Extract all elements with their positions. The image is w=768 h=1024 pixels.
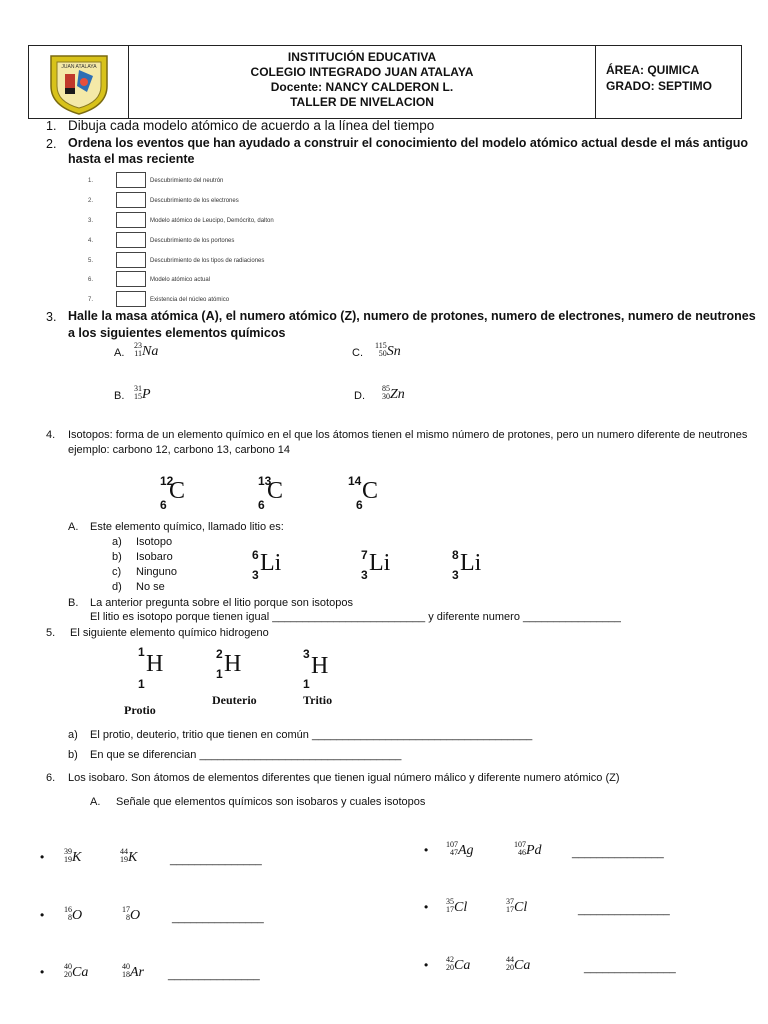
timeline-label: Descubrimiento de los portones [150,238,235,244]
q4-line2: ejemplo: carbono 12, carbono 13, carbono 14 [68,444,290,456]
timeline-answer-box[interactable] [116,172,146,188]
mass-number: 12 [160,474,174,488]
school-logo [29,46,129,118]
element-symbol: Cl [454,900,468,915]
timeline-number: 5. [88,258,94,264]
timeline-answer-box[interactable] [116,212,146,228]
answer-blank[interactable]: _______________ [172,912,264,924]
atomic-number: 1 [216,667,223,681]
timeline-number: 6. [88,277,94,283]
q3-line2: a los siguientes elementos químicos [68,326,286,340]
atomic-number: 6 [258,498,265,512]
q3-number: 3. [46,310,57,324]
bullet: • [40,908,45,922]
mass-number: 107 [446,840,458,849]
workshop-title: TALLER DE NIVELACION [290,95,434,109]
option-letter: c) [112,566,122,578]
timeline-answer-box[interactable] [116,252,146,268]
element-symbol: Li [460,550,482,576]
atomic-number: 47 [450,848,458,857]
answer-blank[interactable]: _______________ [168,969,260,981]
q1-text: Dibuja cada modelo atómico de acuerdo a la línea del tiempo [68,118,435,133]
element-symbol: P [142,387,151,402]
timeline-number: 2. [88,198,94,204]
school-name: COLEGIO INTEGRADO JUAN ATALAYA [250,65,474,79]
mass-number: 13 [258,474,272,488]
logo-text: JUAN ATALAYA [61,64,97,70]
timeline-answer-box[interactable] [116,291,146,307]
header-table [28,45,742,119]
q6-text: Los isobaro. Son átomos de elementos diferentes que tienen igual número málico y diferente numero atómico (Z) [68,772,620,784]
nuclide-zn [382,385,405,403]
element-symbol: Li [260,550,282,576]
bullet: • [424,958,429,972]
atomic-number: 46 [518,848,526,857]
q4-number: 4. [46,429,56,441]
answer-blank[interactable]: _______________ [584,962,676,974]
timeline-label: Descubrimiento de los electrones [150,198,239,204]
bullet: • [424,900,429,914]
element-symbol: C [267,478,284,504]
atomic-number: 19 [120,855,128,864]
mass-number: 3 [303,647,310,661]
grade-label: GRADO: SEPTIMO [606,79,713,93]
nuclide-sn [375,342,401,360]
atomic-number: 6 [356,498,363,512]
atomic-number: 15 [134,392,142,401]
element-symbol: Li [369,550,391,576]
bullet: • [40,850,45,864]
timeline-label: Descubrimiento de los tipos de radiaciones [150,258,265,264]
mass-number: 6 [252,548,259,562]
answer-blank[interactable]: _______________ [170,854,262,866]
atomic-number: 3 [361,568,368,582]
atomic-number: 11 [134,349,142,358]
answer-blank[interactable]: _______________ [578,904,670,916]
answer-blank[interactable]: _______________ [572,847,664,859]
mass-number: 8 [452,548,459,562]
q5b-letter: b) [68,749,78,761]
timeline-answer-box[interactable] [116,192,146,208]
atomic-number: 30 [382,392,390,401]
timeline-number: 1. [88,178,94,184]
mass-number: 42 [446,955,454,964]
q5a-text[interactable]: El protio, deuterio, tritio que tienen en común ____________________________________ [90,729,533,741]
element-symbol: Cl [514,900,528,915]
q4a-text: Este elemento químico, llamado litio es: [90,521,284,533]
element-symbol: Ca [514,958,531,973]
q6-number: 6. [46,772,56,784]
bullet: • [424,843,429,857]
atomic-number: 20 [64,970,72,979]
nuclide-p [134,385,151,403]
bullet: • [40,965,45,979]
q6a-text: Señale que elementos químicos son isobaros y cuales isotopos [116,796,426,808]
timeline-answer-box[interactable] [116,271,146,287]
timeline-label: Descubrimiento del neutrón [150,178,224,184]
atomic-number: 20 [446,963,454,972]
element-symbol: Ca [454,958,471,973]
q5b-text[interactable]: En que se diferencian _________________________________ [90,749,402,761]
option-letter: d) [112,581,122,593]
element-symbol: Sn [386,344,401,359]
q2-line2: hasta el mas reciente [68,152,195,166]
element-letter: C. [352,347,363,359]
mass-number: 107 [514,840,526,849]
element-symbol: Ag [458,843,474,858]
mass-number: 14 [348,474,362,488]
element-symbol: O [72,908,83,923]
element-letter: B. [114,390,125,402]
q4-line1: Isotopos: forma de un elemento químico en el que los átomos tienen el mismo número de protones, pero un numero diferente de neutrones [68,429,748,441]
atomic-number: 18 [122,970,130,979]
timeline-number: 4. [88,238,94,244]
nuclide-na [134,342,158,360]
atomic-number: 1 [138,677,145,691]
logo-cell [29,46,129,118]
q2-line1: Ordena los eventos que han ayudado a construir el conocimiento del modelo atómico actual desde el más antiguo [68,136,749,150]
q6a-letter: A. [90,796,101,808]
q4b-letter: B. [68,597,79,609]
timeline-label: Modelo atómico de Leucipo, Demócrito, dalton [150,218,274,224]
isotope-name: Deuterio [212,693,257,707]
mass-number: 44 [506,955,514,964]
element-symbol: O [130,908,141,923]
mass-number: 17 [122,905,130,914]
element-letter: A. [114,347,125,359]
mass-number: 37 [506,897,514,906]
mass-number: 2 [216,647,223,661]
element-symbol: C [169,478,186,504]
q4b-line2[interactable]: El litio es isotopo porque tienen igual _________________________ y diferente numero ________________ [90,611,621,623]
q5-number: 5. [46,627,56,639]
mass-number: 40 [64,962,72,971]
mass-number: 31 [134,384,142,393]
mass-number: 40 [122,962,130,971]
element-symbol: H [146,651,164,677]
option-letter: b) [112,551,122,563]
area-label: ÁREA: QUIMICA [606,63,700,77]
q5-text: El siguiente elemento químico hidrogeno [70,627,269,639]
timeline-label: Modelo atómico actual [150,277,211,283]
isotope-name: Protio [124,703,156,717]
atomic-number: 1 [303,677,310,691]
element-letter: D. [354,390,365,402]
isotope-name: Tritio [303,693,333,707]
element-symbol: Ca [72,965,89,980]
mass-number: 39 [64,847,72,856]
timeline-number: 7. [88,297,94,303]
timeline-label: Existencia del núcleo atómico [150,297,230,303]
mass-number: 16 [64,905,72,914]
q2-number: 2. [46,137,57,151]
option-text: Isobaro [136,551,173,563]
element-symbol: Pd [526,843,542,858]
timeline-number: 3. [88,218,94,224]
institution-title: INSTITUCIÓN EDUCATIVA [287,50,437,64]
mass-number: 23 [134,341,142,350]
timeline-answer-box[interactable] [116,232,146,248]
option-text: Isotopo [136,536,173,548]
q4a-letter: A. [68,521,79,533]
mass-number: 115 [375,341,387,350]
atomic-number: 6 [160,498,167,512]
mass-number: 44 [120,847,128,856]
mass-number: 1 [138,645,145,659]
element-symbol: K [72,850,82,865]
atomic-number: 17 [506,905,514,914]
atomic-number: 20 [506,963,514,972]
teacher-name: Docente: NANCY CALDERON L. [270,80,454,94]
element-symbol: H [311,653,329,679]
option-letter: a) [112,536,122,548]
q4b-line1: La anterior pregunta sobre el litio porque son isotopos [90,597,353,609]
mass-number: 35 [446,897,454,906]
option-text: No se [136,581,165,593]
header-info-cell [596,46,741,118]
atomic-number: 19 [64,855,72,864]
q3-line1: Halle la masa atómica (A), el numero atómico (Z), numero de protones, numero de electrones, numero de neutrones [68,309,756,323]
q5a-letter: a) [68,729,78,741]
element-symbol: Zn [390,387,405,402]
atomic-number: 8 [126,913,130,922]
element-symbol: K [128,850,138,865]
q1-number: 1. [46,119,57,133]
atomic-number: 8 [68,913,72,922]
element-symbol: H [224,651,242,677]
header-title-cell [129,46,596,118]
mass-number: 85 [382,384,390,393]
element-symbol: Na [142,344,159,359]
atomic-number: 3 [252,568,259,582]
mass-number: 7 [361,548,368,562]
option-text: Ninguno [136,566,177,578]
atomic-number: 50 [378,349,387,358]
atomic-number: 17 [446,905,454,914]
element-symbol: C [362,478,379,504]
atomic-number: 3 [452,568,459,582]
element-symbol: Ar [130,965,144,980]
